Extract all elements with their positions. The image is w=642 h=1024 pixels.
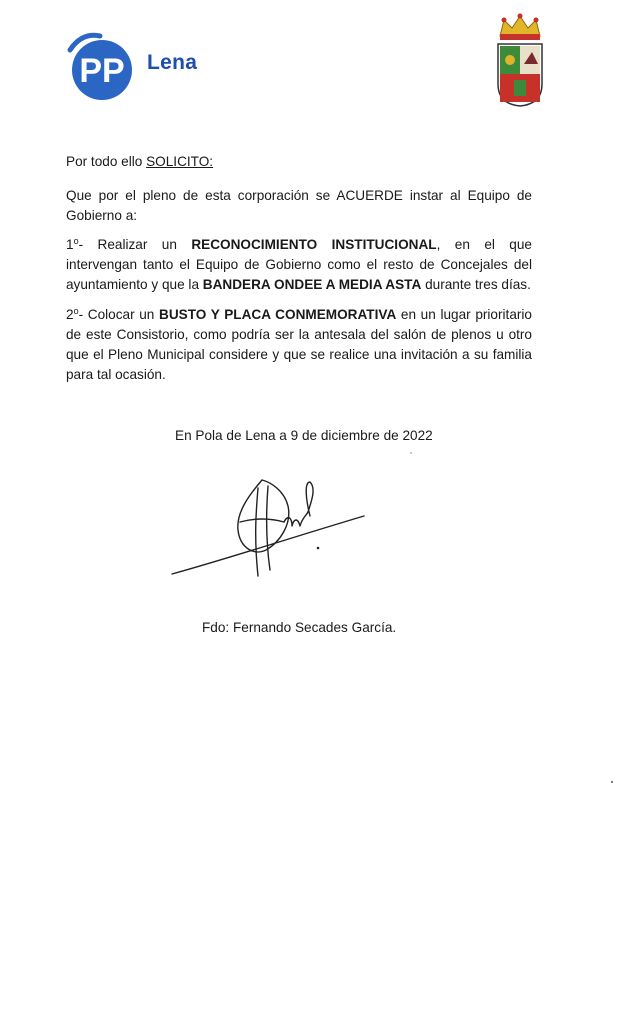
place-date: En Pola de Lena a 9 de diciembre de 2022 [175, 428, 433, 443]
item-2-text-b: en un lugar prioritario de este Consistorio, como podría ser la antesala del salón de plenos u otro que el Pleno Municipal considere y que se realice una invitación a su familia para tal ocasión. [66, 307, 532, 382]
scan-speck [611, 781, 613, 783]
item-1-bold-recognition: RECONOCIMIENTO INSTITUCIONAL [191, 237, 437, 252]
solicito-label: SOLICITO: [146, 154, 214, 169]
item-1-number: 1 [66, 237, 74, 252]
municipal-coat-of-arms-icon [494, 12, 546, 108]
item-1-bold-flag: BANDERA ONDEE A MEDIA ASTA [202, 277, 422, 292]
request-item-2 [66, 305, 532, 385]
item-1-ordinal: o [73, 236, 79, 246]
request-paragraph: Que por el pleno de esta corporación se ACUERDE instar al Equipo de Gobierno a: [66, 188, 532, 223]
item-1-text-a: - Realizar un [78, 237, 192, 252]
item-2-bold-bust: BUSTO Y PLACA CONMEMORATIVA [159, 307, 397, 322]
handwritten-signature [170, 472, 370, 582]
signed-by: Fdo: Fernando Secades García. [202, 620, 397, 635]
item-2-ordinal: o [73, 306, 79, 316]
brand-name: Lena [147, 51, 198, 74]
item-2-number: 2 [66, 307, 74, 322]
item-1-text-b: , en el que intervengan tanto el Equipo de Gobierno como el resto de Concejales del ayuntamiento y que la [66, 237, 532, 292]
scan-speck [410, 452, 412, 454]
item-1-text-c: durante tres días. [421, 277, 531, 292]
pp-logo-letters: PP [79, 52, 125, 90]
item-2-text-a: - Colocar un [78, 307, 160, 322]
pp-party-logo [62, 28, 142, 102]
solicito-line [66, 152, 532, 172]
solicito-intro: Por todo ello [66, 154, 147, 169]
request-item-1 [66, 235, 532, 295]
